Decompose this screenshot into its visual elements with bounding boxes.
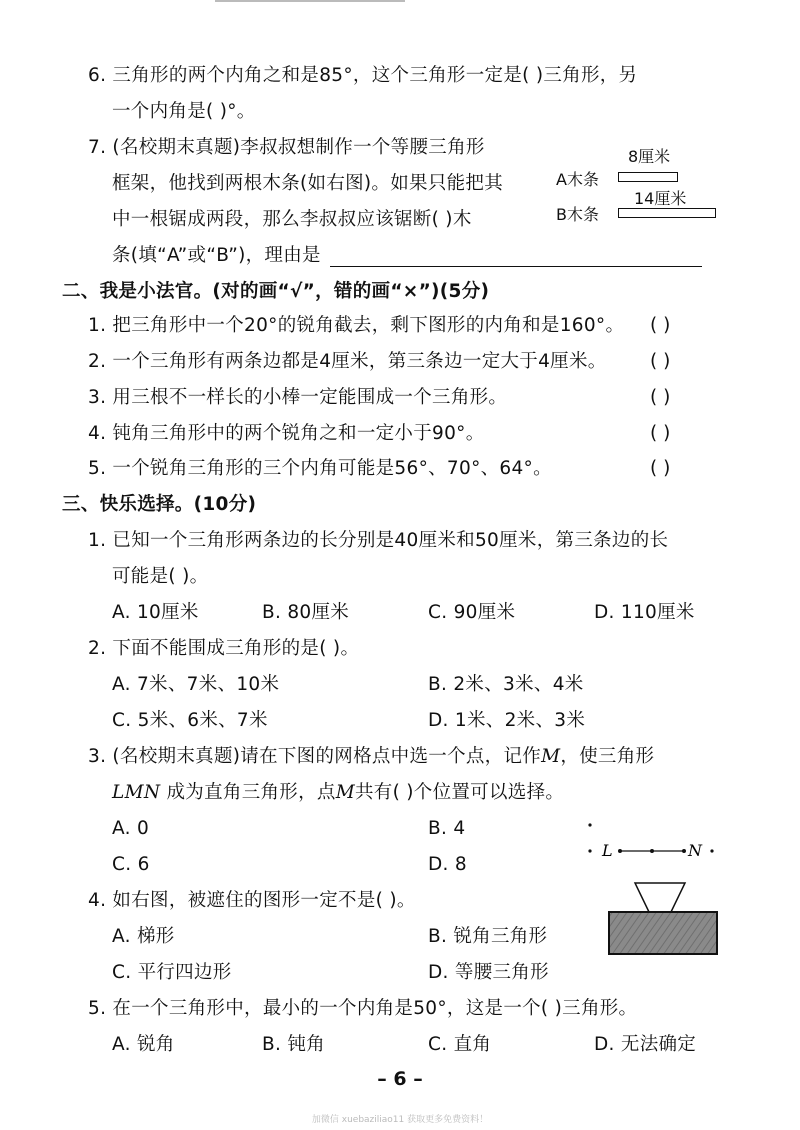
s3-q1-line1: 1. 已知一个三角形两条边的长分别是40厘米和50厘米，第三条边的长 bbox=[88, 530, 669, 551]
s3-q1-option-c[interactable]: C. 90厘米 bbox=[428, 602, 516, 623]
stick-a-label: A木条 bbox=[556, 170, 599, 189]
footer-note: 加微信 xuebaziliao11 获取更多免费资料！ bbox=[311, 1115, 489, 1125]
s3-q4-option-c[interactable]: C. 平行四边形 bbox=[112, 962, 232, 983]
s3-q3-option-a[interactable]: A. 0 bbox=[112, 818, 150, 839]
covered-shape-figure bbox=[605, 880, 723, 958]
q6-line1: 6. 三角形的两个内角之和是85°，这个三角形一定是( )三角形，另 bbox=[88, 65, 638, 86]
q7-line1: 7. (名校期末真题)李叔叔想制作一个等腰三角形 bbox=[88, 137, 485, 158]
s2-item3: 3. 用三根不一样长的小棒一定能围成一个三角形。 bbox=[88, 387, 508, 408]
s3-q1-option-b[interactable]: B. 80厘米 bbox=[262, 602, 350, 623]
s3-q5-option-c[interactable]: C. 直角 bbox=[428, 1034, 492, 1055]
grid-points-figure bbox=[580, 815, 720, 867]
s3-q2-option-b[interactable]: B. 2米、3米、4米 bbox=[428, 674, 584, 695]
s3-q1-option-a[interactable]: A. 10厘米 bbox=[112, 602, 199, 623]
s2-item5: 5. 一个锐角三角形的三个内角可能是56°、70°、64°。 bbox=[88, 458, 552, 479]
s2-item4: 4. 钝角三角形中的两个锐角之和一定小于90°。 bbox=[88, 423, 485, 444]
s2-item3-answer[interactable]: ( ) bbox=[650, 387, 671, 408]
visible-shape-part bbox=[635, 883, 685, 912]
grid-dot bbox=[710, 849, 713, 852]
grid-dot bbox=[588, 823, 591, 826]
section2-title: 二、我是小法官。(对的画“√”，错的画“×”)(5分) bbox=[62, 281, 490, 302]
top-rule bbox=[215, 0, 405, 2]
s3-q4-line1: 4. 如右图，被遮住的图形一定不是( )。 bbox=[88, 890, 416, 911]
stick-b-label: B木条 bbox=[556, 205, 599, 224]
s3-q5-line1: 5. 在一个三角形中，最小的一个内角是50°，这是一个( )三角形。 bbox=[88, 998, 638, 1019]
s3-q2-option-c[interactable]: C. 5米、6米、7米 bbox=[112, 710, 268, 731]
stick-a-length: 8厘米 bbox=[628, 147, 671, 166]
s3-q5-option-a[interactable]: A. 锐角 bbox=[112, 1034, 175, 1055]
s3-q3-option-d[interactable]: D. 8 bbox=[428, 854, 467, 875]
point-l bbox=[618, 849, 622, 853]
s3-q4-option-a[interactable]: A. 梯形 bbox=[112, 926, 175, 947]
s2-item4-answer[interactable]: ( ) bbox=[650, 423, 671, 444]
q6-line2: 一个内角是( )°。 bbox=[112, 101, 256, 122]
s3-q1-line2: 可能是( )。 bbox=[112, 566, 209, 587]
s3-q2-option-a[interactable]: A. 7米、7米、10米 bbox=[112, 674, 280, 695]
s3-q5-option-d[interactable]: D. 无法确定 bbox=[594, 1034, 697, 1055]
q7-line4: 条(填“A”或“B”)，理由是 bbox=[112, 245, 321, 266]
label-l: L bbox=[602, 841, 613, 860]
s3-q4-option-d[interactable]: D. 等腰三角形 bbox=[428, 962, 549, 983]
s2-item5-answer[interactable]: ( ) bbox=[650, 458, 671, 479]
s2-item1-answer[interactable]: ( ) bbox=[650, 315, 671, 336]
s2-item2-answer[interactable]: ( ) bbox=[650, 351, 671, 372]
stick-a bbox=[618, 172, 678, 182]
s3-q2-line1: 2. 下面不能围成三角形的是( )。 bbox=[88, 638, 360, 659]
section3-title: 三、快乐选择。(10分) bbox=[62, 494, 257, 515]
s3-q5-option-b[interactable]: B. 钝角 bbox=[262, 1034, 325, 1055]
stick-b bbox=[618, 208, 716, 218]
q7-reason-blank[interactable] bbox=[330, 266, 702, 267]
s2-item2: 2. 一个三角形有两条边都是4厘米，第三条边一定大于4厘米。 bbox=[88, 351, 607, 372]
stick-b-length: 14厘米 bbox=[634, 189, 687, 208]
s3-q3-option-c[interactable]: C. 6 bbox=[112, 854, 150, 875]
s3-q1-option-d[interactable]: D. 110厘米 bbox=[594, 602, 695, 623]
s3-q3-option-b[interactable]: B. 4 bbox=[428, 818, 466, 839]
s3-q2-option-d[interactable]: D. 1米、2米、3米 bbox=[428, 710, 586, 731]
s3-q4-option-b[interactable]: B. 锐角三角形 bbox=[428, 926, 548, 947]
s3-q3-line2: LMN 成为直角三角形，点M共有( )个位置可以选择。 bbox=[112, 782, 565, 803]
label-n: N bbox=[688, 841, 702, 860]
point-n bbox=[682, 849, 686, 853]
q7-line2: 框架，他找到两根木条(如右图)。如果只能把其 bbox=[112, 173, 504, 194]
grid-dot bbox=[650, 849, 654, 853]
page-number: – 6 – bbox=[377, 1068, 423, 1090]
grid-dot bbox=[588, 849, 591, 852]
q7-line3: 中一根锯成两段，那么李叔叔应该锯断( )木 bbox=[112, 209, 472, 230]
cover-block bbox=[609, 912, 717, 954]
s2-item1: 1. 把三角形中一个20°的锐角截去，剩下图形的内角和是160°。 bbox=[88, 315, 625, 336]
s3-q3-line1: 3. (名校期末真题)请在下图的网格点中选一个点，记作M，使三角形 bbox=[88, 746, 655, 767]
